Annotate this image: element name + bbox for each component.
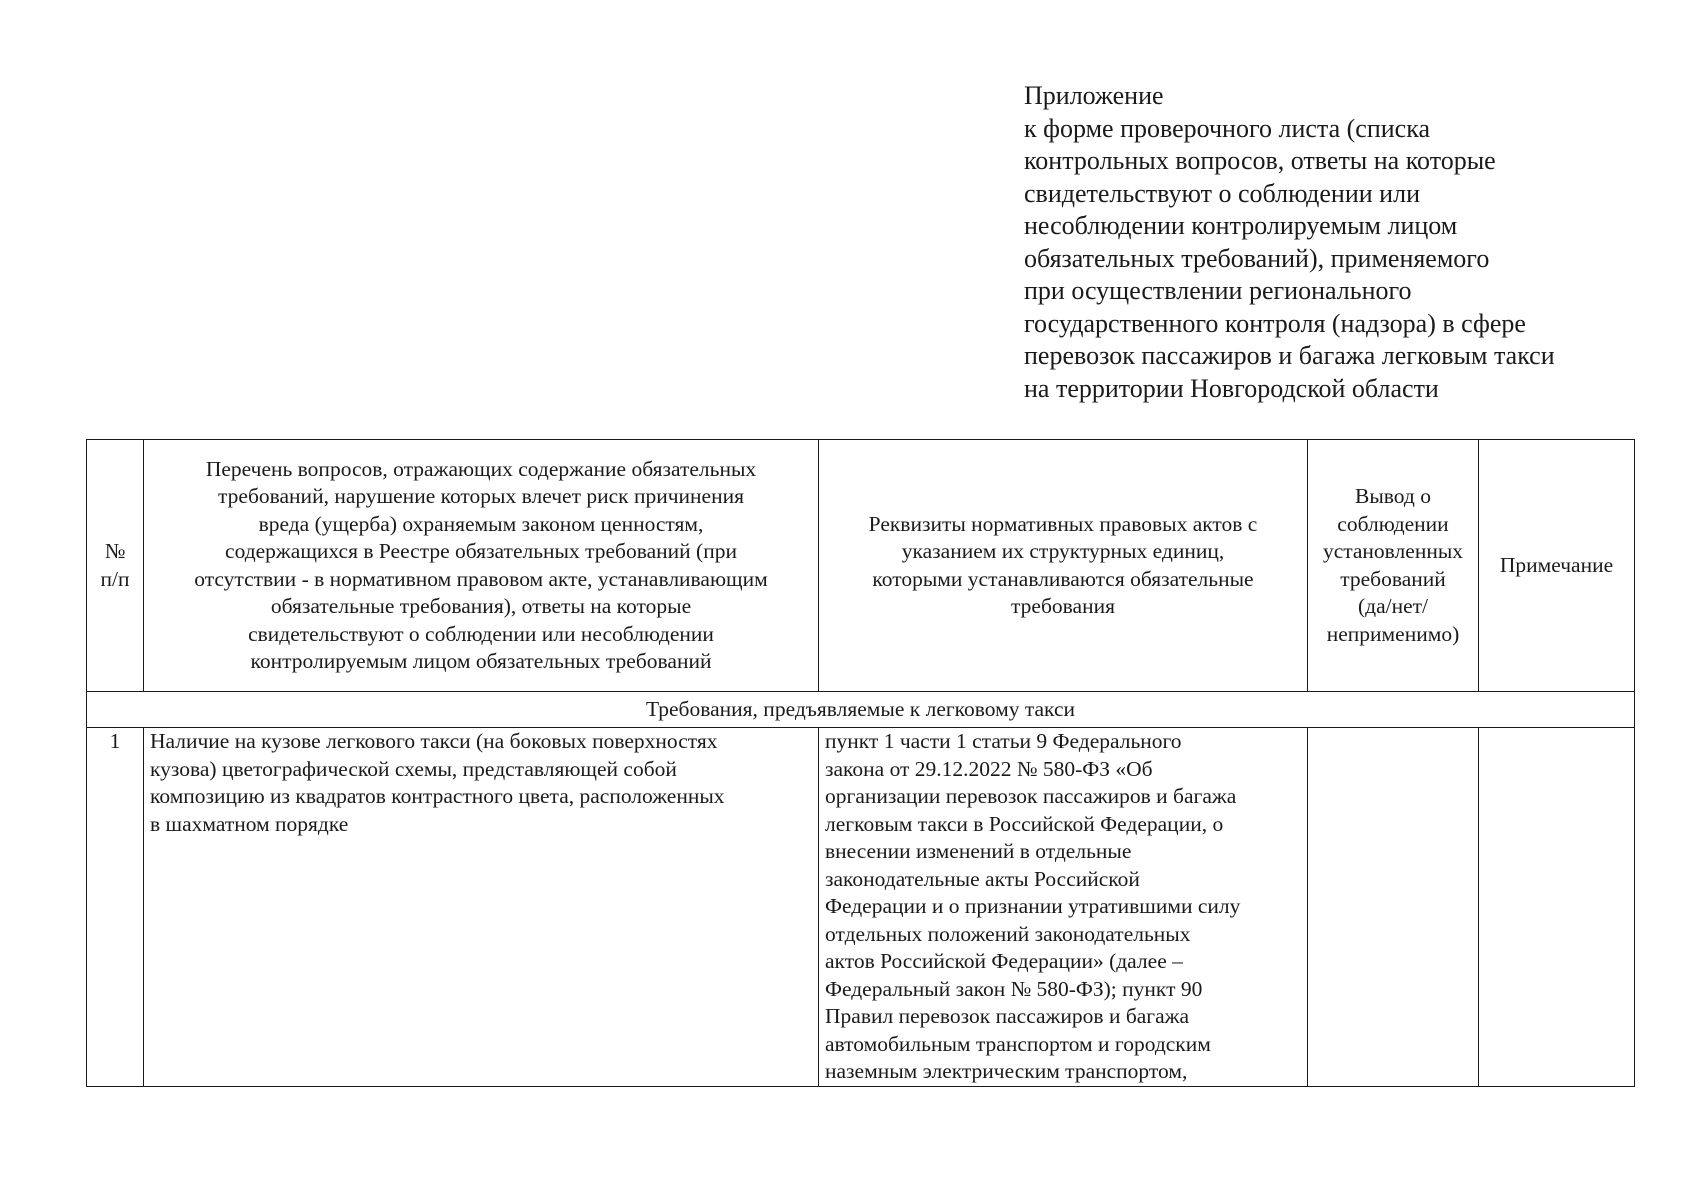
header-conclusion: Вывод о соблюдении установленных требований (да/нет/ неприменимо): [1308, 440, 1479, 692]
row-question: Наличие на кузове легкового такси (на боковых поверхностях кузова) цветографической схемы, представляющей собой композицию из квадратов контрастного цвета, расположенных в шахматном порядке: [144, 728, 819, 1087]
table-row: [87, 728, 1635, 1087]
header-num: № п/п: [87, 440, 144, 692]
row-conclusion: [1308, 728, 1479, 1087]
appendix-heading: [1024, 80, 1664, 405]
appendix-line: обязательных требований), применяемого: [1024, 243, 1490, 273]
appendix-line: свидетельствуют о соблюдении или: [1024, 178, 1420, 208]
header-row: [87, 440, 1635, 692]
appendix-line: контрольных вопросов, ответы на которые: [1024, 146, 1496, 175]
appendix-line: несоблюдении контролируемым лицом: [1024, 211, 1458, 240]
appendix-line: Приложение: [1024, 81, 1164, 110]
appendix-line: на территории Новгородской области: [1024, 373, 1439, 403]
section-title: Требования, предъявляемые к легковому такси: [87, 692, 1635, 728]
appendix-line: перевозок пассажиров и багажа легковым такси: [1024, 341, 1555, 370]
appendix-line: государственного контроля (надзора) в сфере: [1024, 308, 1526, 338]
section-row: [87, 692, 1635, 728]
checklist-table: [86, 439, 1635, 1087]
row-number: 1: [87, 728, 144, 1087]
header-note: Примечание: [1479, 440, 1635, 692]
row-requisites: пункт 1 части 1 статьи 9 Федерального закона от 29.12.2022 № 580-ФЗ «Об организации перевозок пассажиров и багажа легковым такси в Российской Федерации, о внесении изменений в отдельные законодательные акты Российской Федерации и о признании утратившими силу отдельных положений законодательных актов Российской Федерации» (далее – Федеральный закон № 580-ФЗ); пункт 90 Правил перевозок пассажиров и багажа автомобильным транспортом и городским наземным электрическим транспортом,: [819, 728, 1308, 1087]
header-requisites: Реквизиты нормативных правовых актов с указанием их структурных единиц, которыми устанавливаются обязательные требования: [819, 440, 1308, 692]
header-questions: Перечень вопросов, отражающих содержание обязательных требований, нарушение которых влечет риск причинения вреда (ущерба) охраняемым законом ценностям, содержащихся в Реестре обязательных требований (при отсутствии - в нормативном правовом акте, устанавливающим обязательные требования), ответы на которые свидетельствуют о соблюдении или несоблюдении контролируемым лицом обязательных требований: [144, 440, 819, 692]
appendix-line: при осуществлении регионального: [1024, 276, 1412, 305]
row-note: [1479, 728, 1635, 1087]
appendix-line: к форме проверочного листа (списка: [1024, 113, 1430, 143]
